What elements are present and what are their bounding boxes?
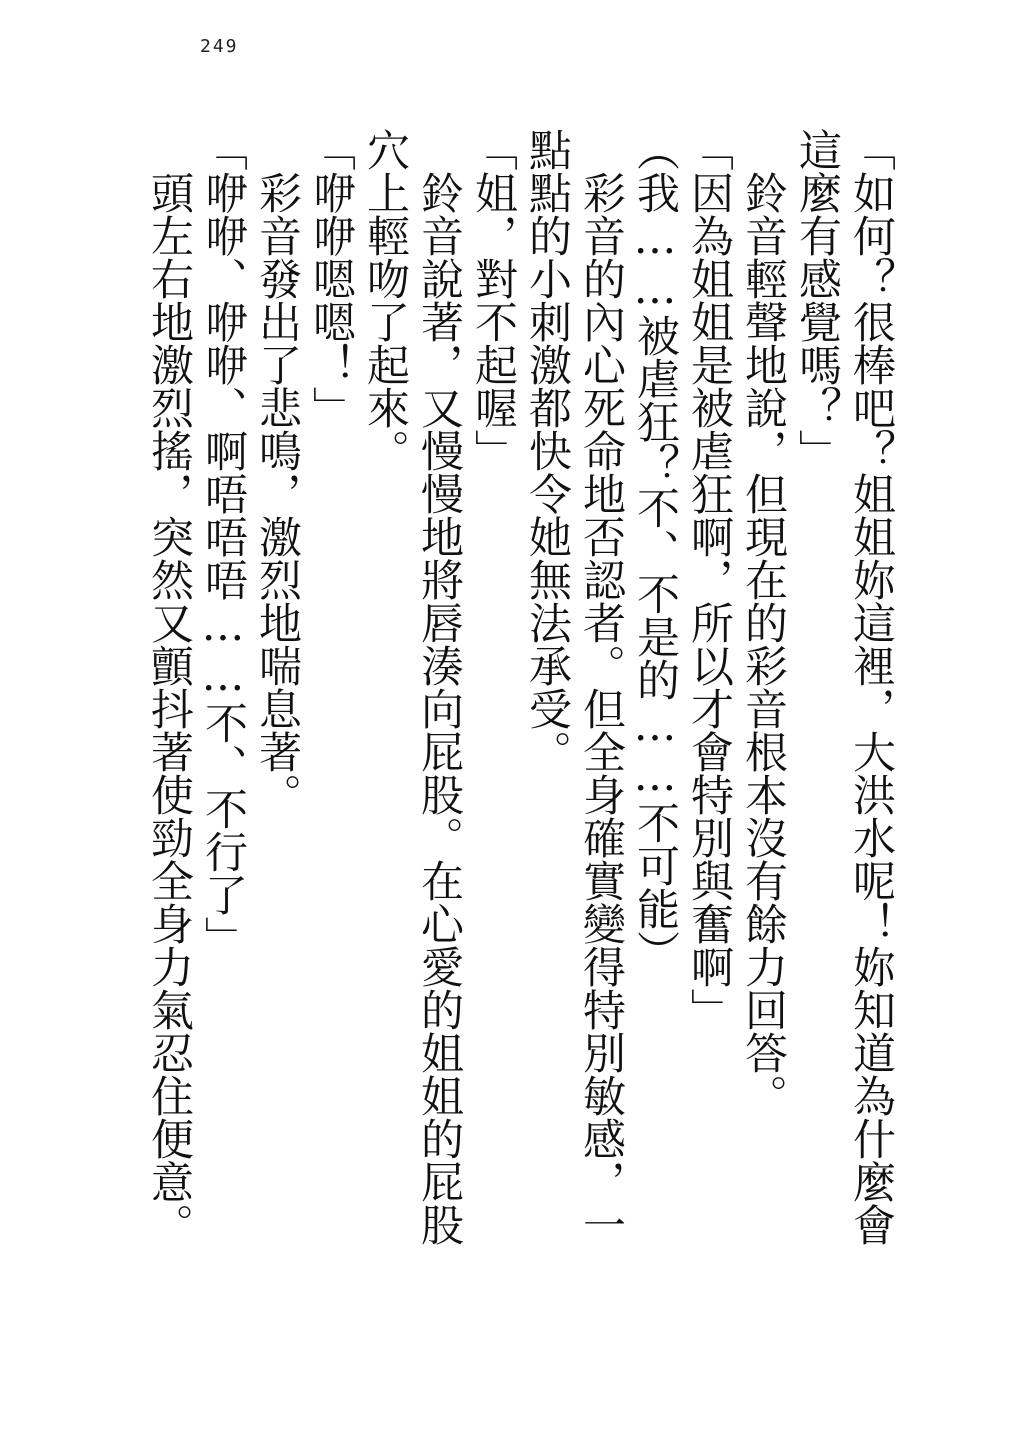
paragraph-11: 頭左右地激烈搖，突然又顫抖著使勁全身力氣忍住便意。 (144, 171, 194, 1246)
paragraph-6: 「姐，對不起喔」 (468, 128, 518, 472)
paragraph-7: 鈴音說著，又慢慢地將唇湊向屁股。在心愛的姐姐的屁股穴上輕吻了起來。 (360, 128, 464, 1246)
paragraph-1: 「如何？很棒吧？姐姐妳這裡，大洪水呢！妳知道為什麼會這麼有感覺嗎？」 (792, 128, 896, 1246)
paragraph-2: 鈴音輕聲地說，但現在的彩音根本沒有餘力回答。 (738, 171, 788, 1117)
paragraph-9: 彩音發出了悲鳴，激烈地喘息著。 (252, 171, 302, 816)
paragraph-4: （我……被虐狂？不、不是的……不可能） (630, 128, 680, 973)
paragraph-10: 「咿咿、咿咿、啊唔唔唔……不、不行了」 (198, 128, 248, 959)
paragraph-5: 彩音的內心死命地否認者。但全身確實變得特別敏感，一點點的小刺激都快令她無法承受。 (522, 128, 626, 1246)
paragraph-3: 「因為姐姐是被虐狂啊，所以才會特別與奮啊」 (684, 128, 734, 1031)
vertical-text-body (142, 128, 898, 1278)
paragraph-8: 「咿咿嗯嗯！」 (306, 128, 356, 429)
page-number: 249 (200, 36, 239, 57)
